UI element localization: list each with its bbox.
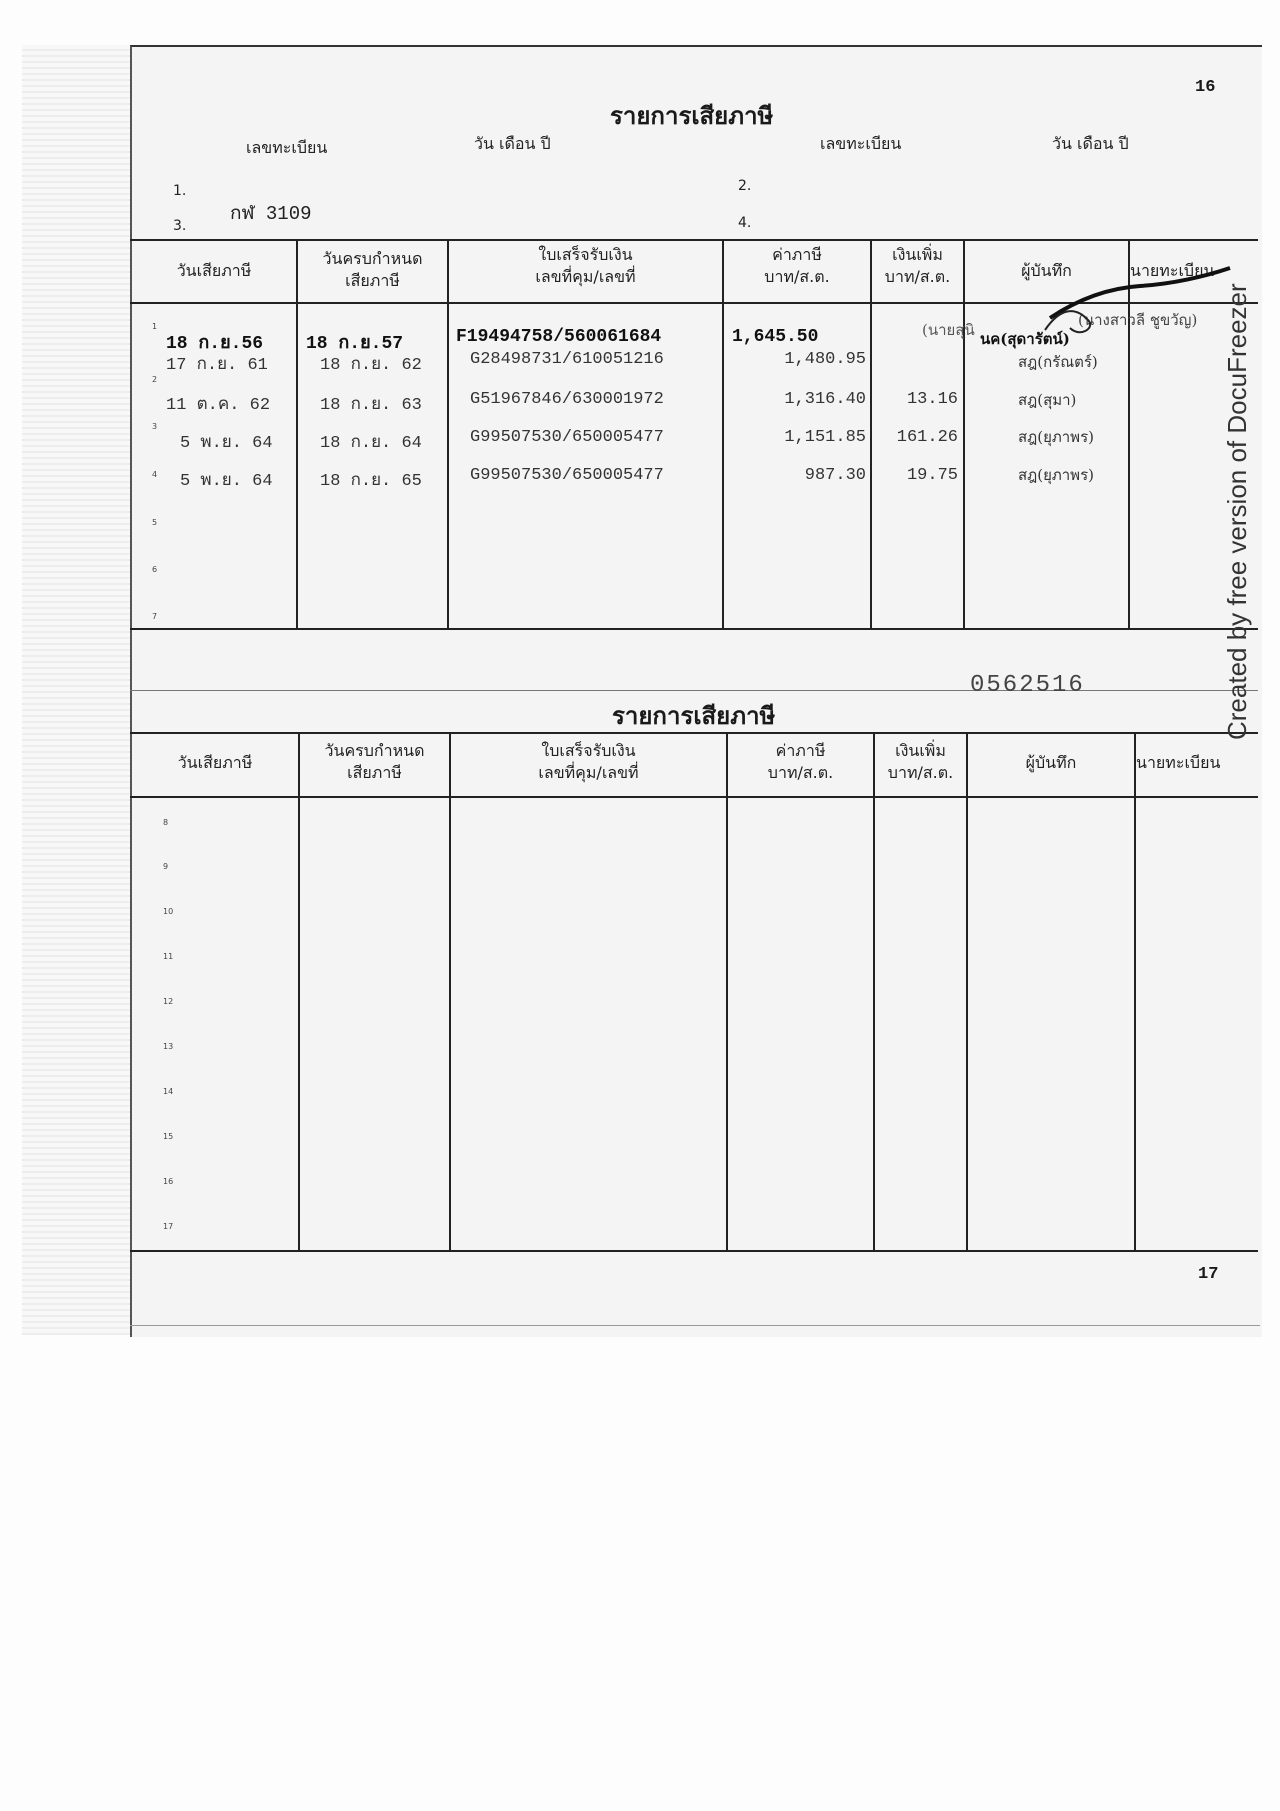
handwritten-prefix: (นายสุนิ — [922, 321, 975, 339]
reg-label-1: เลขทะเบียน — [246, 138, 328, 157]
col-header-surcharge-l1: เงินเพิ่ม — [895, 741, 946, 760]
row-number: 7 — [152, 612, 158, 621]
upper-title: รายการเสียภาษี — [610, 101, 774, 130]
col-header-receipt — [451, 740, 726, 784]
row-paid: 18 ก.ย.56 — [166, 334, 264, 354]
lower-col-divider — [726, 732, 728, 1251]
row-registrar: (นางสาวลี ชูขวัญ) — [1078, 311, 1198, 329]
sheet-bottom-edge — [130, 1325, 1260, 1326]
col-header-receipt — [449, 244, 722, 288]
reg-label-2: เลขทะเบียน — [820, 134, 902, 153]
row-due: 18 ก.ย.57 — [306, 334, 404, 354]
col-header-surcharge-l2: บาท/ส.ต. — [884, 267, 951, 286]
col-header-due — [298, 248, 447, 292]
lower-col-divider — [873, 732, 875, 1251]
lower-col-divider — [1134, 732, 1136, 1251]
col-header-paid: วันเสียภาษี — [176, 261, 252, 280]
date-label-1: วัน เดือน ปี — [474, 134, 551, 153]
row-surcharge: 13.16 — [906, 390, 958, 409]
row-recorder: นค(สุดารัตน์) — [980, 330, 1070, 348]
col-header-due-l2: เสียภาษี — [345, 271, 400, 290]
row-surcharge: 19.75 — [906, 466, 958, 485]
col-header-tax — [724, 244, 870, 288]
row-receipt: G99507530/650005477 — [470, 428, 664, 447]
row-paid: 17 ก.ย. 61 — [166, 356, 268, 375]
col-header-due-l2: เสียภาษี — [347, 763, 402, 782]
col-header-registrar: นายทะเบียน — [1130, 261, 1215, 280]
row-due: 18 ก.ย. 65 — [320, 472, 422, 491]
lower-col-divider — [966, 732, 968, 1251]
row-recorder: สฎ(ยุภาพร) — [1018, 428, 1094, 446]
lower-col-divider — [449, 732, 451, 1251]
col-header-due-l1: วันครบกำหนด — [324, 741, 425, 760]
col-header-recorder: ผู้บันทึก — [1025, 753, 1077, 772]
col-header-paid: วันเสียภาษี — [177, 753, 253, 772]
signature-mark — [1040, 258, 1240, 348]
col-header-tax — [728, 740, 873, 784]
upper-table-top — [130, 239, 1258, 241]
row-number: 1 — [152, 322, 158, 331]
row-surcharge: 161.26 — [896, 428, 958, 447]
row-number: 15 — [163, 1132, 174, 1141]
col-header-surcharge-l1: เงินเพิ่ม — [892, 245, 943, 264]
row-receipt: F19494758/560061684 — [456, 327, 662, 347]
row-number: 12 — [163, 997, 174, 1006]
row-tax: 987.30 — [804, 466, 866, 485]
separator-line — [130, 690, 1258, 691]
slot-1: 1. — [173, 183, 187, 199]
row-number: 14 — [163, 1087, 174, 1096]
page-number-top: 16 — [1195, 78, 1216, 97]
col-header-surcharge-l2: บาท/ส.ต. — [887, 763, 954, 782]
upper-col-divider — [447, 239, 449, 629]
row-due: 18 ก.ย. 62 — [320, 356, 422, 375]
row-paid: 11 ต.ค. 62 — [166, 396, 271, 415]
row-number: 11 — [163, 952, 174, 961]
col-header-tax-l2: บาท/ส.ต. — [764, 267, 830, 286]
upper-col-divider — [722, 239, 724, 629]
serial-number: 0562516 — [970, 672, 1085, 699]
row-receipt: G51967846/630001972 — [470, 390, 664, 409]
col-header-tax-l2: บาท/ส.ต. — [767, 763, 834, 782]
row-receipt: G28498731/610051216 — [470, 350, 664, 369]
upper-table-bottom — [130, 628, 1258, 630]
row-number: 5 — [152, 518, 158, 527]
row-due: 18 ก.ย. 64 — [320, 434, 422, 453]
upper-col-divider — [296, 239, 298, 629]
row-number: 16 — [163, 1177, 174, 1186]
row-paid: 5 พ.ย. 64 — [180, 472, 273, 491]
col-header-receipt-l2: เลขที่คุม/เลขที่ — [535, 267, 636, 286]
col-header-registrar: นายทะเบียน — [1136, 753, 1221, 772]
plate-number: กฬ 3109 — [230, 203, 312, 225]
row-number: 13 — [163, 1042, 174, 1051]
col-header-due — [300, 740, 449, 784]
lower-title: รายการเสียภาษี — [612, 701, 776, 730]
col-header-tax-l1: ค่าภาษี — [775, 741, 826, 760]
date-label-2: วัน เดือน ปี — [1052, 134, 1129, 153]
row-recorder: สฎ(ยุภาพร) — [1018, 466, 1094, 484]
col-header-receipt-l2: เลขที่คุม/เลขที่ — [538, 763, 639, 782]
upper-col-divider — [963, 239, 965, 629]
col-header-due-l1: วันครบกำหนด — [322, 249, 423, 268]
slot-4: 4. — [738, 215, 752, 231]
row-recorder: สฎ(สุมา) — [1018, 391, 1077, 409]
col-header-surcharge — [872, 244, 963, 288]
col-header-tax-l1: ค่าภาษี — [772, 245, 822, 264]
watermark-text: Created by free version of DocuFreezer — [1222, 283, 1252, 740]
lower-col-divider — [298, 732, 300, 1251]
row-tax: 1,316.40 — [784, 390, 866, 409]
row-number: 3 — [152, 422, 158, 431]
row-paid: 5 พ.ย. 64 — [180, 434, 273, 453]
row-number: 8 — [163, 818, 169, 827]
row-number: 17 — [163, 1222, 174, 1231]
row-tax: 1,480.95 — [784, 350, 866, 369]
slot-2: 2. — [738, 178, 752, 194]
row-tax: 1,645.50 — [732, 327, 819, 347]
scan-shadow — [22, 45, 130, 1335]
slot-3: 3. — [173, 218, 187, 234]
page-number-bottom: 17 — [1198, 1265, 1219, 1284]
col-header-surcharge — [875, 740, 966, 784]
col-header-receipt-l1: ใบเสร็จรับเงิน — [541, 741, 636, 760]
row-tax: 1,151.85 — [784, 428, 866, 447]
row-due: 18 ก.ย. 63 — [320, 396, 422, 415]
row-number: 2 — [152, 375, 158, 384]
col-header-recorder: ผู้บันทึก — [1021, 261, 1072, 280]
row-recorder: สฎ(กรัณตร์) — [1018, 353, 1098, 371]
col-header-receipt-l1: ใบเสร็จรับเงิน — [538, 245, 633, 264]
row-receipt: G99507530/650005477 — [470, 466, 664, 485]
row-number: 10 — [163, 907, 174, 916]
row-number: 4 — [152, 470, 158, 479]
row-number: 9 — [163, 862, 169, 871]
row-number: 6 — [152, 565, 158, 574]
